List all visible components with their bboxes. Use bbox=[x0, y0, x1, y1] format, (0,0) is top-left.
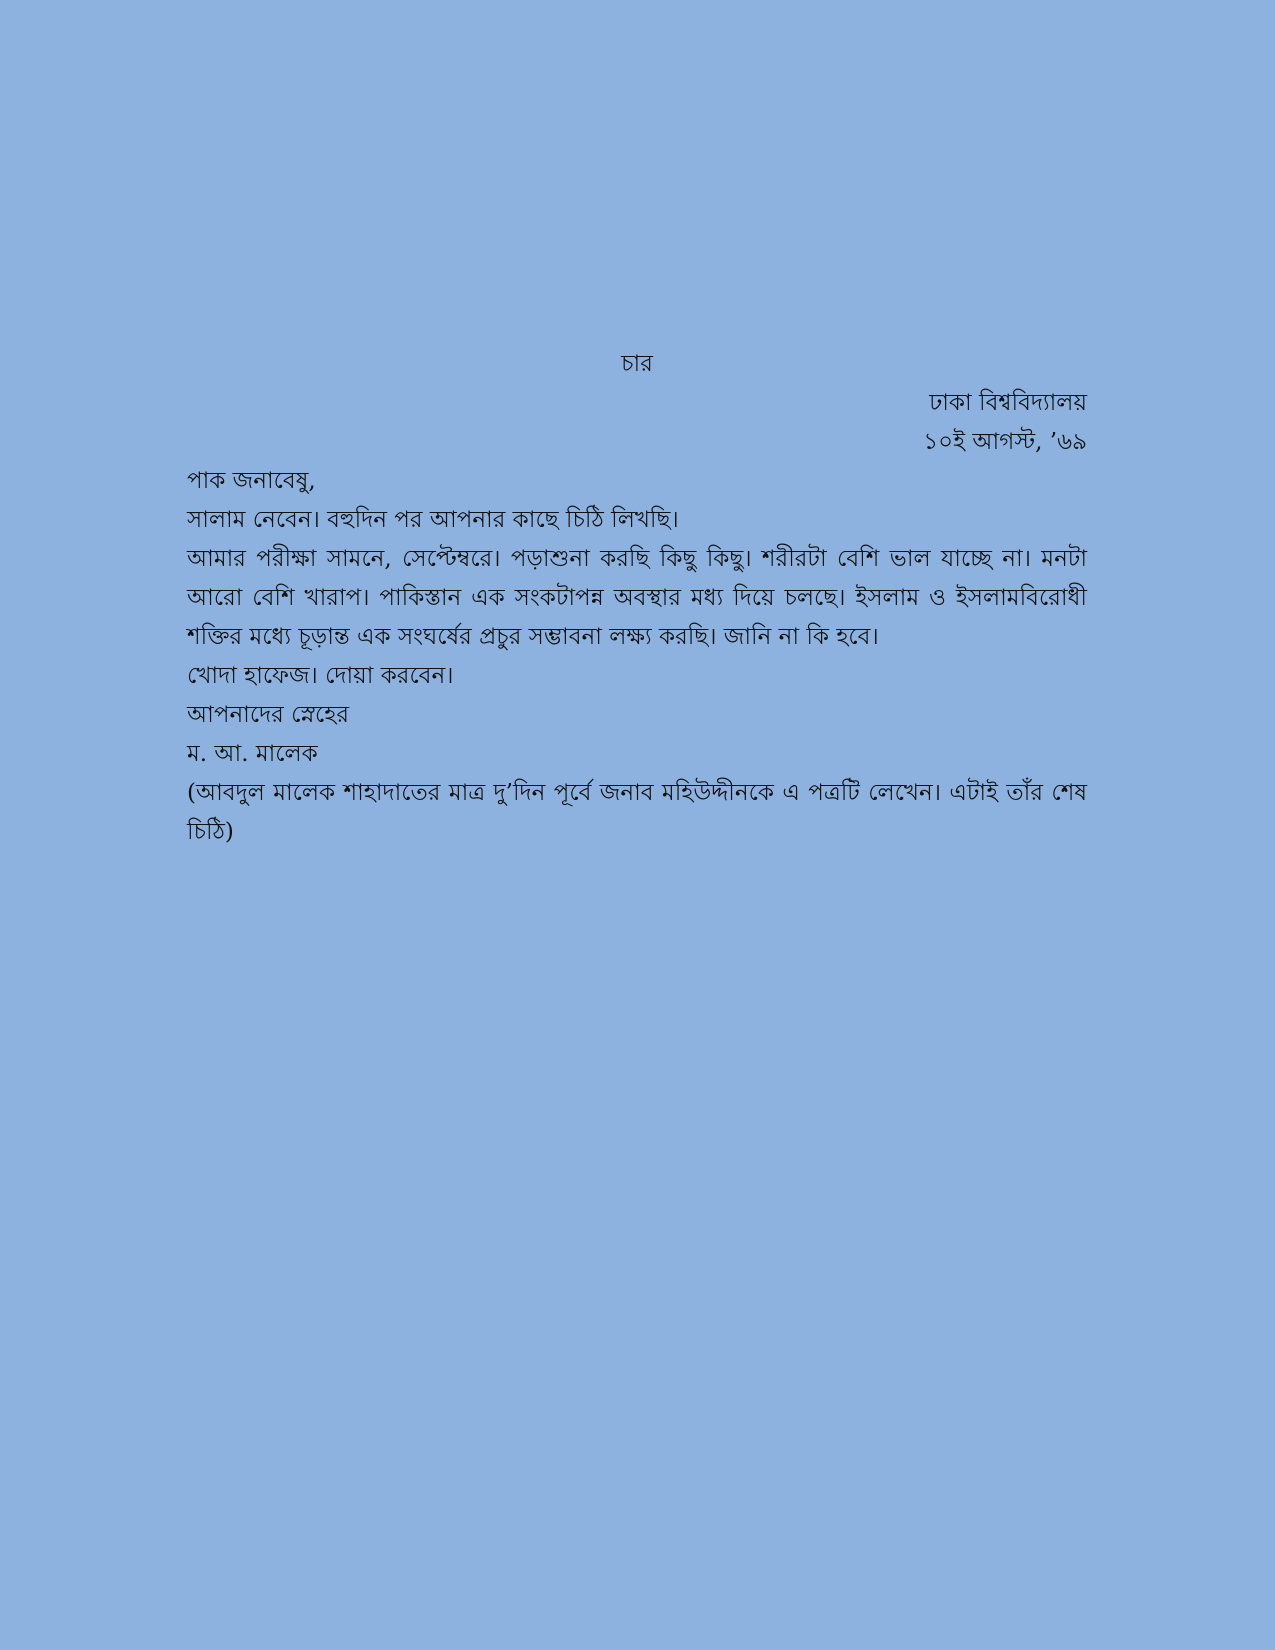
letter-date: ১০ই আগস্ট, ’৬৯ bbox=[923, 429, 1087, 455]
letter-number-heading: চার bbox=[621, 351, 653, 377]
letter-footnote: (আবদুল মালেক শাহাদাতের মাত্র দু’দিন পূর্বে জনাব মহিউদ্দীনকে এ পত্রটি লেখেন। এটাই তাঁর শেষ চিঠি) bbox=[187, 780, 1087, 845]
letter-body: আমার পরীক্ষা সামনে, সেপ্টেম্বরে। পড়াশুনা করছি কিছু কিছু। শরীরটা বেশি ভাল যাচ্ছে না। মনটা আরো বেশি খারাপ। পাকিস্তান এক সংকটাপন্ন অবস্থার মধ্য দিয়ে চলছে। ইসলাম ও ইসলামবিরোধী শক্তির মধ্যে চূড়ান্ত এক সংঘর্ষের প্রচুর সম্ভাবনা লক্ষ্য করছি। জানি না কি হবে। bbox=[187, 546, 1087, 650]
letter-signature: ম. আ. মালেক bbox=[187, 741, 318, 767]
letter-greeting: সালাম নেবেন। বহুদিন পর আপনার কাছে চিঠি লিখছি। bbox=[187, 507, 679, 533]
letter-place: ঢাকা বিশ্ববিদ্যালয় bbox=[929, 390, 1087, 416]
letter-salutation: পাক জনাবেষু, bbox=[187, 468, 316, 494]
letter-page bbox=[187, 345, 1087, 852]
letter-farewell: খোদা হাফেজ। দোয়া করবেন। bbox=[187, 663, 454, 689]
letter-closing: আপনাদের স্নেহের bbox=[187, 702, 349, 728]
